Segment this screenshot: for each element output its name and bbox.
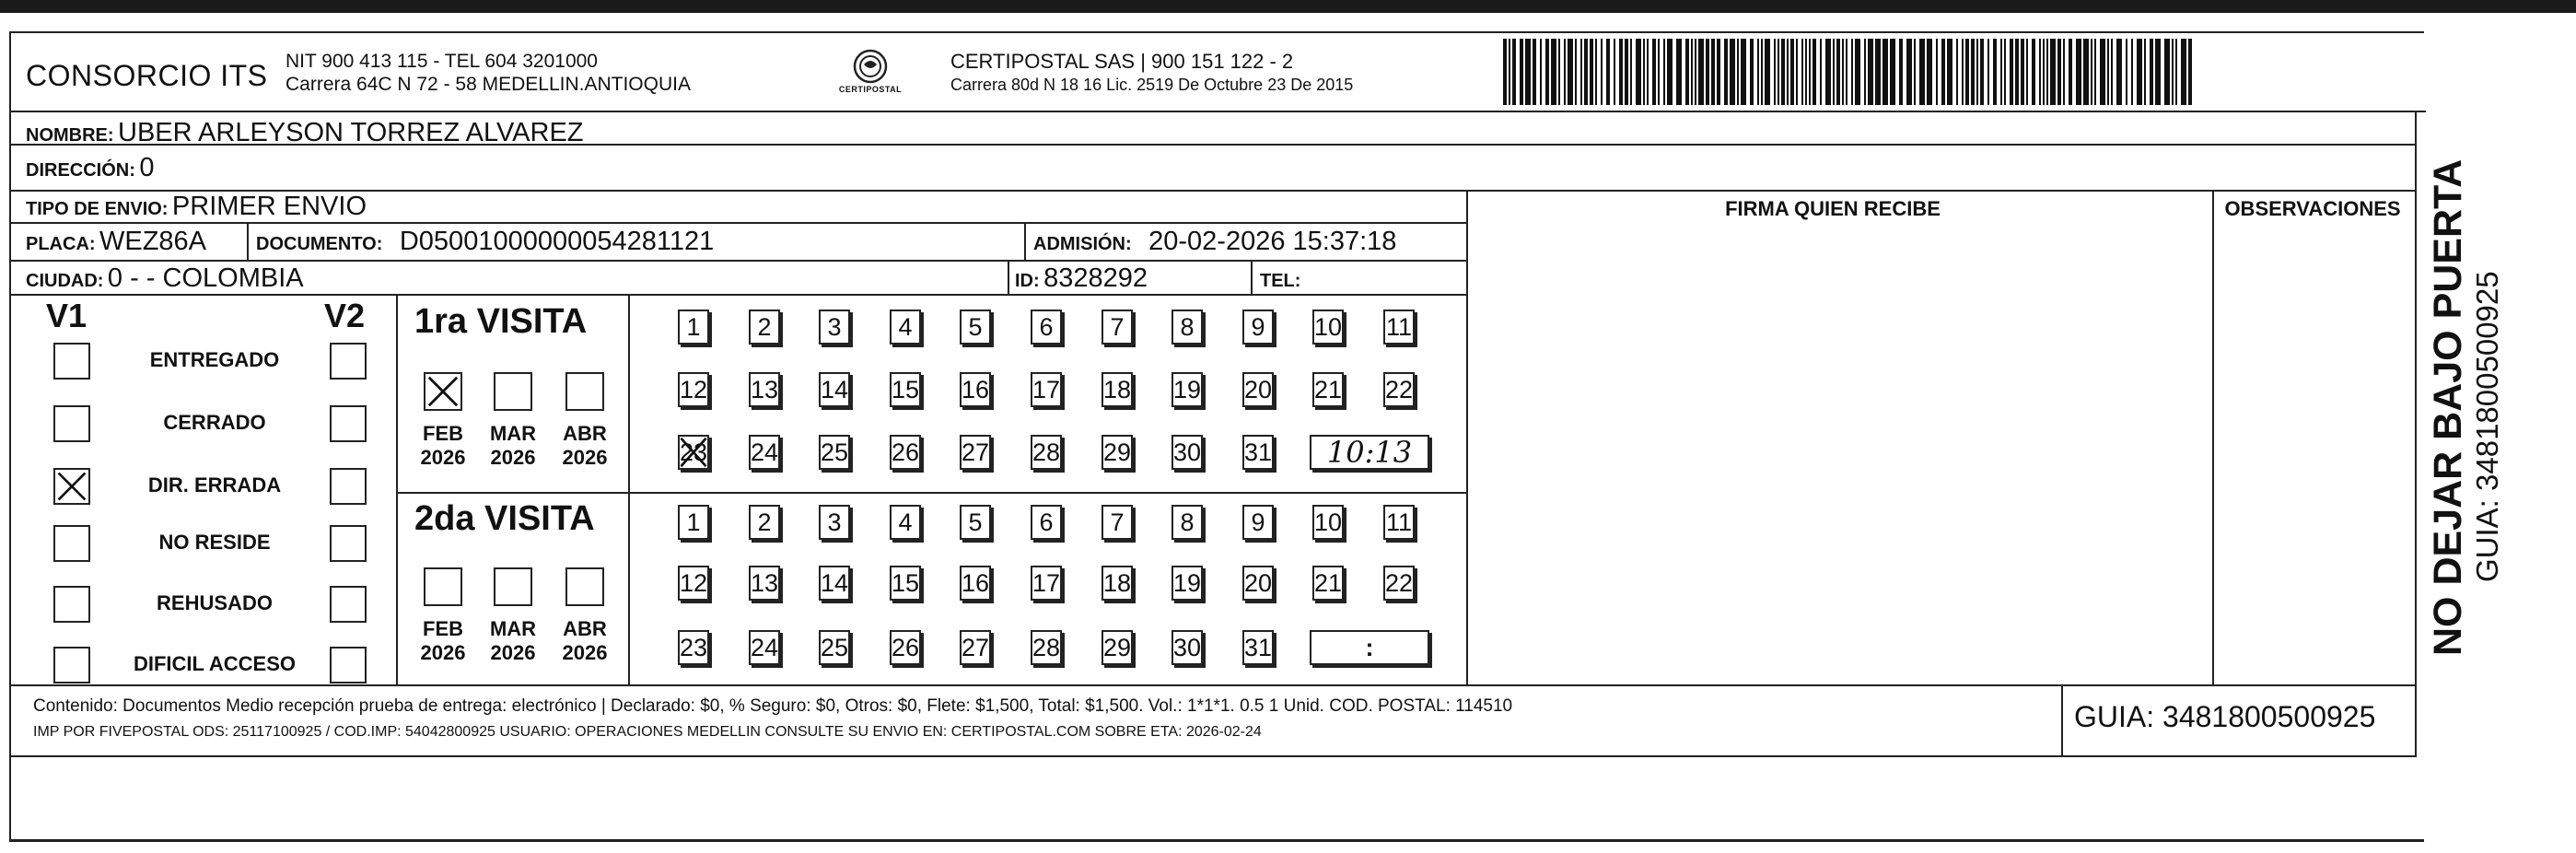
- visit2-day-box[interactable]: 28: [1031, 630, 1062, 665]
- rule: [2061, 684, 2063, 756]
- month-year: 2026: [562, 446, 608, 469]
- visit1-day-box[interactable]: 31: [1242, 435, 1274, 470]
- rule: [247, 222, 249, 260]
- visit1-day-box[interactable]: 5: [960, 310, 991, 345]
- observaciones-header: OBSERVACIONES: [2224, 197, 2401, 220]
- nombre-row: [26, 118, 584, 148]
- visit2-day-box[interactable]: 16: [960, 566, 991, 601]
- v2-checkbox[interactable]: [330, 343, 367, 380]
- visit1-day-box[interactable]: 16: [960, 372, 991, 407]
- visit2-day-box[interactable]: 26: [890, 630, 921, 665]
- visit1-month-checkbox[interactable]: [424, 372, 462, 411]
- visit1-day-box[interactable]: 23: [678, 435, 709, 470]
- visit1-day-box[interactable]: 15: [890, 372, 921, 407]
- tipo-envio-label: TIPO DE ENVIO:: [26, 199, 169, 219]
- visit2-day-box[interactable]: 20: [1242, 566, 1274, 601]
- direccion-value: 0: [139, 153, 155, 182]
- rule: [11, 294, 1468, 296]
- visit2-day-box[interactable]: 24: [749, 630, 780, 665]
- visit1-day-box[interactable]: 13: [749, 372, 780, 407]
- status-label: ENTREGADO: [149, 348, 280, 371]
- month-year: 2026: [490, 641, 536, 664]
- nombre-label: NOMBRE:: [26, 125, 114, 146]
- visit2-day-box[interactable]: 18: [1102, 566, 1133, 601]
- status-label: REHUSADO: [157, 591, 273, 614]
- status-label: CERRADO: [163, 411, 266, 434]
- visit1-day-box[interactable]: 1: [678, 310, 709, 345]
- visit1-month-label: [411, 422, 475, 470]
- visit1-day-box[interactable]: 3: [819, 310, 850, 345]
- placa-value: WEZ86A: [99, 227, 207, 256]
- v1-checkbox[interactable]: [53, 647, 90, 684]
- visit2-day-box[interactable]: 11: [1383, 505, 1415, 540]
- visit1-day-box[interactable]: 7: [1102, 310, 1133, 345]
- v2-checkbox[interactable]: [330, 647, 367, 684]
- visit2-day-box[interactable]: 4: [890, 505, 921, 540]
- v2-checkbox[interactable]: [330, 405, 367, 442]
- visit1-day-box[interactable]: 20: [1242, 372, 1274, 407]
- nombre-value: UBER ARLEYSON TORREZ ALVAREZ: [118, 118, 584, 147]
- visit2-title: 2da VISITA: [414, 499, 595, 538]
- visit1-day-box[interactable]: 25: [819, 435, 850, 470]
- visit1-day-box[interactable]: 10: [1312, 310, 1344, 345]
- admision-value: 20-02-2026 15:37:18: [1148, 227, 1397, 256]
- waybill-frame: [9, 31, 2424, 842]
- documento-value: D05001000000054281121: [399, 227, 715, 256]
- visit2-day-box[interactable]: 2: [749, 505, 780, 540]
- visit2-time-box[interactable]: :: [1310, 630, 1429, 665]
- side-guia: GUIA: 3481800500925: [2470, 271, 2504, 582]
- rule: [11, 755, 2417, 757]
- ciudad-label: CIUDAD:: [26, 271, 104, 291]
- visit2-day-box[interactable]: 22: [1383, 566, 1415, 601]
- company-name: CONSORCIO ITS: [26, 59, 268, 92]
- tel-row: [1260, 263, 1300, 294]
- visit1-title: 1ra VISITA: [414, 302, 588, 341]
- rule: [2415, 111, 2417, 757]
- rule: [1251, 260, 1253, 294]
- month-name: FEB: [423, 617, 463, 640]
- visit1-month-checkbox[interactable]: [565, 372, 604, 411]
- rule: [2212, 190, 2214, 686]
- visit1-day-box[interactable]: 12: [678, 372, 709, 407]
- visit1-time-box[interactable]: 10:13: [1310, 435, 1429, 470]
- documento-row: [256, 227, 714, 257]
- company-address-line: Carrera 64C N 72 - 58 MEDELLIN.ANTIOQUIA: [286, 74, 691, 95]
- admision-row: [1033, 227, 1396, 257]
- month-name: ABR: [563, 422, 607, 445]
- visit2-day-box[interactable]: 10: [1312, 505, 1344, 540]
- visit2-day-box[interactable]: 5: [960, 505, 991, 540]
- v1-checkbox[interactable]: [53, 525, 90, 562]
- v1-checkbox[interactable]: [53, 405, 90, 442]
- visit1-day-box[interactable]: 24: [749, 435, 780, 470]
- tipo-envio-value: PRIMER ENVIO: [171, 192, 367, 221]
- month-year: 2026: [490, 446, 536, 469]
- visit2-day-box[interactable]: 3: [819, 505, 850, 540]
- v2-checkbox[interactable]: [330, 586, 367, 623]
- id-label: ID:: [1015, 271, 1040, 291]
- ciudad-row: [26, 263, 304, 294]
- month-year: 2026: [562, 641, 608, 664]
- v2-label: V2: [324, 297, 366, 334]
- visit1-day-box[interactable]: 27: [960, 435, 991, 470]
- direccion-row: [26, 153, 154, 183]
- visit2-day-box[interactable]: 1: [678, 505, 709, 540]
- visit2-day-box[interactable]: 23: [678, 630, 709, 665]
- visit1-day-box[interactable]: 8: [1171, 310, 1203, 345]
- visit2-month-label: [411, 617, 475, 665]
- visit2-day-box[interactable]: 19: [1171, 566, 1203, 601]
- visit2-day-box[interactable]: 9: [1242, 505, 1274, 540]
- visit2-day-box[interactable]: 29: [1102, 630, 1133, 665]
- guia-number: GUIA: 3481800500925: [2074, 700, 2376, 733]
- rule: [396, 492, 1468, 494]
- month-name: MAR: [489, 422, 537, 445]
- firma-header: FIRMA QUIEN RECIBE: [1725, 197, 1941, 220]
- visit1-day-box[interactable]: 2: [749, 310, 780, 345]
- visit2-month-checkbox[interactable]: [494, 567, 532, 606]
- visit2-day-box[interactable]: 15: [890, 566, 921, 601]
- rule: [11, 684, 2417, 686]
- status-label: DIFICIL ACCESO: [133, 652, 296, 675]
- visit2-day-box[interactable]: 13: [749, 566, 780, 601]
- carrier-license-line: Carrera 80d N 18 16 Lic. 2519 De Octubre 23 De 2015: [950, 76, 1354, 94]
- company-nit-line: NIT 900 413 115 - TEL 604 3201000: [286, 51, 598, 72]
- v1-checkbox[interactable]: [53, 586, 90, 623]
- admision-label: ADMISIÓN:: [1033, 234, 1132, 254]
- visit1-day-box[interactable]: 26: [890, 435, 921, 470]
- tel-label: TEL:: [1260, 271, 1301, 291]
- visit2-day-box[interactable]: 8: [1171, 505, 1203, 540]
- visit2-day-box[interactable]: 31: [1242, 630, 1274, 665]
- footer-print-line: IMP POR FIVEPOSTAL ODS: 25117100925 / COD.IMP: 54042800925 USUARIO: OPERACIONES MEDELLIN CONSULTE SU ENVIO EN: CERTIPOSTAL.COM SOBRE ETA: 2026-02-24: [33, 724, 1262, 740]
- status-label: NO RESIDE: [158, 531, 271, 554]
- status-label: DIR. ERRADA: [147, 473, 282, 497]
- month-name: ABR: [563, 617, 607, 640]
- top-edge-bar: [0, 0, 2576, 13]
- visit2-month-label: [481, 617, 545, 665]
- visit2-day-box[interactable]: 17: [1031, 566, 1062, 601]
- side-warning: NO DEJAR BAJO PUERTA: [2426, 158, 2470, 656]
- id-row: [1015, 263, 1148, 294]
- visit2-month-checkbox[interactable]: [565, 567, 604, 606]
- documento-label: DOCUMENTO:: [256, 234, 383, 254]
- rule: [1024, 222, 1026, 260]
- v1-label: V1: [46, 297, 87, 334]
- visit1-day-box[interactable]: 19: [1171, 372, 1203, 407]
- visit2-day-box[interactable]: 6: [1031, 505, 1062, 540]
- visit1-month-label: [481, 422, 545, 470]
- footer-content-line: Contenido: Documentos Medio recepción prueba de entrega: electrónico | Declarado: $0, % Seguro: $0, Otros: $0, Flete: $1,500, Total: $1,500. Vol.: 1*1*1. 0.5 1 Unid. COD. POSTAL: 114510: [33, 696, 1513, 716]
- direccion-label: DIRECCIÓN:: [26, 160, 135, 181]
- month-year: 2026: [420, 446, 466, 469]
- visit2-month-checkbox[interactable]: [424, 567, 462, 606]
- visit1-day-box[interactable]: 6: [1031, 310, 1062, 345]
- visit1-day-box[interactable]: 17: [1031, 372, 1062, 407]
- visit2-day-box[interactable]: 14: [819, 566, 850, 601]
- visit1-day-box[interactable]: 21: [1312, 372, 1344, 407]
- visit1-day-box[interactable]: 14: [819, 372, 850, 407]
- placa-label: PLACA:: [26, 234, 96, 254]
- ciudad-value: 0 - - COLOMBIA: [107, 263, 304, 293]
- v2-checkbox[interactable]: [330, 468, 367, 505]
- visit2-day-box[interactable]: 30: [1171, 630, 1203, 665]
- visit1-day-box[interactable]: 29: [1102, 435, 1133, 470]
- visit1-day-box[interactable]: 18: [1102, 372, 1133, 407]
- visit2-day-box[interactable]: 27: [960, 630, 991, 665]
- logo-text: CERTIPOSTAL: [838, 85, 903, 94]
- rule: [11, 111, 2426, 112]
- visit1-day-box[interactable]: 28: [1031, 435, 1062, 470]
- rule: [11, 190, 2417, 192]
- visit1-day-box[interactable]: 22: [1383, 372, 1415, 407]
- day-x-mark: [678, 435, 709, 470]
- v1-checkbox[interactable]: [53, 468, 90, 505]
- carrier-name-line: CERTIPOSTAL SAS | 900 151 122 - 2: [950, 50, 1294, 73]
- rule: [396, 294, 398, 686]
- month-name: FEB: [423, 422, 463, 445]
- rule: [1466, 190, 1468, 686]
- rule: [1008, 260, 1009, 294]
- visit2-day-box[interactable]: 7: [1102, 505, 1133, 540]
- visit2-day-box[interactable]: 12: [678, 566, 709, 601]
- visit2-month-label: [553, 617, 617, 665]
- rule: [628, 294, 630, 686]
- visit1-day-box[interactable]: 4: [890, 310, 921, 345]
- tipo-envio-row: [26, 192, 367, 222]
- visit2-day-box[interactable]: 25: [819, 630, 850, 665]
- rule: [11, 260, 1468, 262]
- visit1-day-box[interactable]: 9: [1242, 310, 1274, 345]
- month-year: 2026: [420, 641, 466, 664]
- v1-checkbox[interactable]: [53, 343, 90, 380]
- id-value: 8328292: [1043, 263, 1148, 293]
- visit1-day-box[interactable]: 11: [1383, 310, 1415, 345]
- month-name: MAR: [489, 617, 537, 640]
- visit2-day-box[interactable]: 21: [1312, 566, 1344, 601]
- v2-checkbox[interactable]: [330, 525, 367, 562]
- visit1-month-checkbox[interactable]: [494, 372, 532, 411]
- placa-row: [26, 227, 206, 257]
- visit1-day-box[interactable]: 30: [1171, 435, 1203, 470]
- rule: [11, 222, 1468, 224]
- visit1-month-label: [553, 422, 617, 470]
